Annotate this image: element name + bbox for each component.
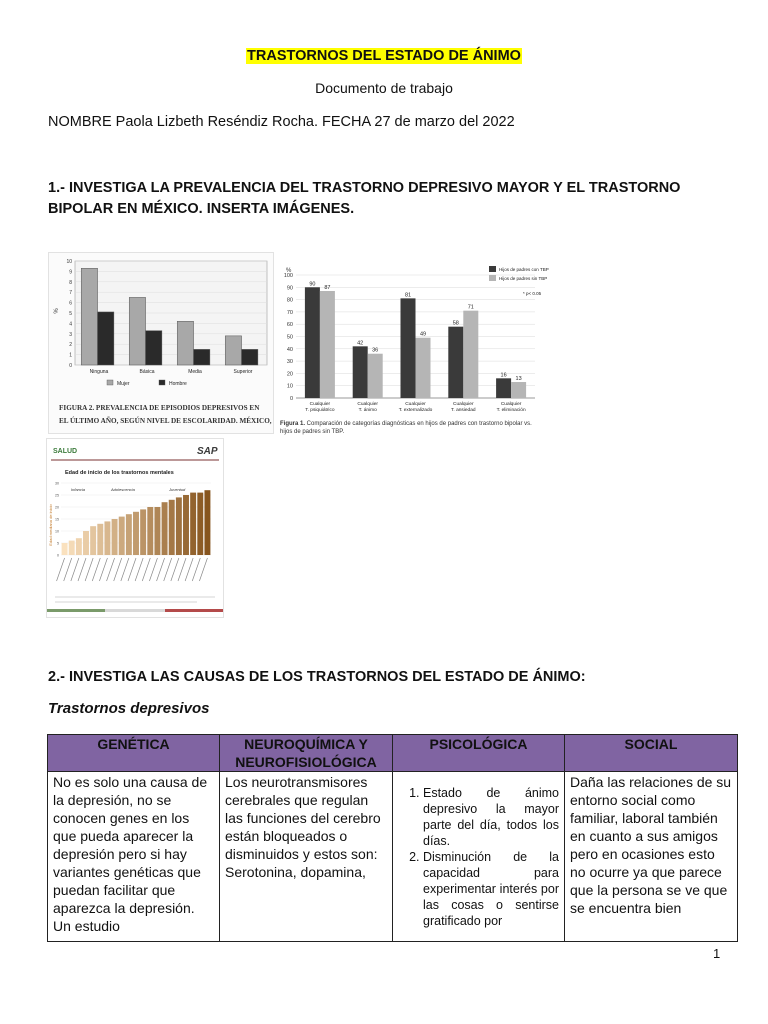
y-tick-label: 1 (69, 352, 72, 359)
document-title (0, 48, 768, 64)
figure-1-chart (280, 262, 560, 440)
question-2: 2.- INVESTIGA LAS CAUSAS DE LOS TRASTORNOS DEL ESTADO DE ÁNIMO: (48, 669, 586, 685)
y-tick-label: 2 (69, 342, 72, 349)
bar (511, 382, 526, 398)
y-tick-label: 0 (69, 363, 72, 369)
y-tick-label: 3 (69, 331, 72, 338)
data-label: 90 (309, 281, 316, 288)
x-tick-label-line-2: T. eliminación (496, 408, 526, 413)
page-number: 1 (713, 946, 721, 961)
bar (177, 321, 193, 365)
data-label: 71 (467, 304, 474, 311)
bar (83, 531, 89, 555)
bar (133, 512, 139, 555)
data-label: 81 (404, 292, 412, 299)
header-social: SOCIAL (565, 735, 738, 772)
question-1-line-2: BIPOLAR EN MÉXICO. INSERTA IMÁGENES. (48, 201, 355, 217)
bar (183, 495, 189, 555)
y-tick-label: 15 (55, 517, 59, 522)
figure-1-caption-line-2: hijos de padres sin TBP. (280, 429, 345, 435)
bar (320, 291, 335, 398)
figure-1-caption-text: Comparación de categorías diagnósticas en hijos de padres con trastorno bipolar vs. (306, 421, 532, 427)
bar (448, 327, 463, 398)
y-axis-label: % (54, 308, 60, 314)
section-title: Trastornos depresivos (48, 700, 210, 717)
causes-table (47, 734, 738, 942)
x-tick-label-line-2: T. psiquiátrico (305, 408, 335, 413)
bar (154, 507, 160, 555)
bar (496, 378, 511, 398)
age-group-label: Adolescencia (111, 487, 135, 492)
legend-label: Hijos de padres sin TBP (499, 276, 548, 281)
figure-1-caption-label: Figura 1. (280, 421, 307, 427)
y-tick-label: 80 (286, 297, 293, 304)
figure-3-title: Edad de inicio de los trastornos mentales (65, 470, 174, 476)
x-tick-label-line-1: Cualquier (405, 402, 426, 407)
x-tick-label-line-1: Cualquier (357, 402, 378, 407)
x-tick-label-line-2: T. externalizado (398, 408, 433, 413)
bar (353, 346, 368, 398)
x-tick-label-line-2: T. ánimo (358, 408, 377, 413)
legend-swatch (489, 275, 496, 281)
y-axis-label: Edad mediana de inicio (48, 504, 53, 546)
header-genetica: GENÉTICA (48, 735, 220, 772)
y-tick-label: 5 (69, 311, 72, 317)
question-1 (48, 178, 738, 220)
legend-swatch (159, 380, 165, 385)
y-tick-label: 60 (286, 322, 293, 329)
figure-1-caption-line-1 (280, 421, 532, 427)
y-tick-label: 30 (55, 481, 59, 486)
bar (204, 490, 210, 555)
y-tick-label: 10 (66, 259, 72, 265)
cell-social: Daña las relaciones de su entorno social como familiar, laboral también en cuanto a sus amigos pero en ocasiones esto no ocurre ya que parece que la persona se ve que se encuentra bien (565, 772, 738, 942)
header-neuro: NEUROQUÍMICA Y NEUROFISIOLÓGICA (220, 735, 393, 772)
x-tick-label-line-2: T. ansiedad (451, 408, 476, 413)
legend-swatch (489, 266, 496, 272)
figure-1-image (280, 262, 560, 440)
y-tick-label: 0 (289, 396, 293, 402)
bar (76, 538, 82, 555)
bar (169, 500, 175, 555)
bar (416, 338, 431, 398)
legend-label: Mujer (117, 381, 130, 387)
y-tick-label: 25 (55, 493, 59, 498)
y-tick-label: 6 (69, 300, 72, 307)
x-tick-label: Superior (233, 369, 253, 375)
bar (129, 297, 145, 365)
bar (194, 349, 210, 365)
bar (112, 519, 118, 555)
y-tick-label: 20 (286, 371, 293, 378)
bar (81, 268, 97, 365)
bar (69, 541, 75, 555)
y-tick-label: 50 (286, 334, 293, 341)
question-1-line-1: 1.- INVESTIGA LA PREVALENCIA DEL TRASTORNO DEPRESIVO MAYOR Y EL TRASTORNO (48, 180, 681, 196)
document-title-text: TRASTORNOS DEL ESTADO DE ÁNIMO (247, 48, 521, 64)
bar (197, 493, 203, 555)
data-label: 16 (500, 372, 507, 379)
header-psicologica: PSICOLÓGICA (393, 735, 565, 772)
y-tick-label: 10 (286, 383, 293, 390)
figure-2-title-line-1: FIGURA 2. PREVALENCIA DE EPISODIOS DEPRESIVOS EN (59, 404, 260, 412)
y-tick-label: 5 (57, 541, 59, 546)
cell-neuro: Los neurotransmisores cerebrales que regulan las funciones del cerebro están bloqueados o disminuidos y estos son: Serotonina, dopamina, (220, 772, 393, 942)
bar (62, 543, 68, 555)
figure-3-chart (47, 439, 223, 617)
bar (305, 287, 320, 398)
data-label: 13 (515, 376, 522, 383)
footer-stripe (105, 609, 165, 612)
cell-psicologica (393, 772, 565, 942)
y-tick-label: 90 (286, 285, 293, 292)
bar (368, 354, 383, 398)
logo-salud: SALUD (53, 448, 78, 455)
list-item: 1. Estado de ánimo depresivo la mayor parte del día, todos los días. (423, 785, 559, 849)
y-tick-label: 10 (55, 529, 59, 534)
y-tick-label: 100 (283, 273, 293, 279)
figure-2-chart (49, 253, 273, 433)
bar (104, 521, 110, 555)
logo-sap: SAP (197, 446, 218, 457)
list-item: 2. Disminución de la capacidad para experimentar interés por las cosas o sentirse gratificado por (423, 849, 559, 929)
table-header-row (48, 735, 738, 772)
data-label: 87 (324, 284, 331, 291)
x-tick-label-line-1: Cualquier (453, 402, 474, 407)
figure-2-image (48, 252, 274, 434)
bar (90, 526, 96, 555)
y-tick-label: 9 (69, 269, 72, 276)
bar (176, 497, 182, 555)
y-tick-label: 8 (69, 279, 72, 286)
age-group-label: Infancia (71, 487, 86, 492)
bar (242, 349, 258, 365)
y-tick-label: 70 (286, 309, 293, 316)
legend-label: Hijos de padres con TBP (499, 267, 549, 272)
y-tick-label: 30 (286, 359, 293, 366)
legend-label: Hombre (169, 381, 187, 387)
data-label: 36 (372, 347, 379, 354)
bar (463, 311, 478, 398)
x-tick-label-line-1: Cualquier (309, 402, 331, 407)
psicologica-list (395, 785, 559, 929)
footer-stripe (47, 609, 105, 612)
y-tick-label: 0 (57, 553, 59, 558)
figure-3-image (46, 438, 224, 618)
x-tick-label: Ninguna (89, 369, 109, 375)
bar (146, 331, 162, 365)
bar (190, 493, 196, 555)
x-tick-label: Media (188, 369, 202, 375)
legend-swatch (107, 380, 113, 385)
bar (119, 517, 125, 555)
bar (97, 524, 103, 555)
bar (140, 509, 146, 555)
bar (98, 312, 114, 365)
cell-genetica: No es solo una causa de la depresión, no se conocen genes en los que pueda aparecer la depresión pero si hay variantes genéticas que puedan facilitar que aparezca la depresión. Un estudio (48, 772, 220, 942)
table-row (48, 772, 738, 942)
data-label: 49 (419, 331, 427, 338)
bar (126, 514, 132, 555)
data-label: 58 (452, 320, 459, 327)
bar (225, 336, 241, 365)
data-label: 42 (357, 340, 364, 347)
significance-note: * p< 0.05 (523, 291, 542, 296)
footer-stripe (165, 609, 223, 612)
age-group-label: Juventud (169, 487, 186, 492)
figure-2-title-line-2: EL ÚLTIMO AÑO, SEGÚN NIVEL DE ESCOLARIDAD. MÉXICO, 2002 (59, 417, 273, 425)
y-tick-label: 20 (55, 505, 59, 510)
bar (401, 298, 416, 398)
x-tick-label-line-1: Cualquier (500, 402, 522, 407)
x-tick-label: Básica (139, 369, 155, 375)
bar (147, 507, 153, 555)
y-tick-label: 40 (286, 346, 293, 353)
bar (162, 502, 168, 555)
name-date-line: NOMBRE Paola Lizbeth Reséndiz Rocha. FECHA 27 de marzo del 2022 (48, 114, 515, 130)
y-tick-label: 7 (69, 290, 72, 297)
y-tick-label: 4 (69, 321, 72, 328)
y-axis-unit: % (286, 268, 292, 274)
document-subtitle: Documento de trabajo (315, 80, 453, 96)
